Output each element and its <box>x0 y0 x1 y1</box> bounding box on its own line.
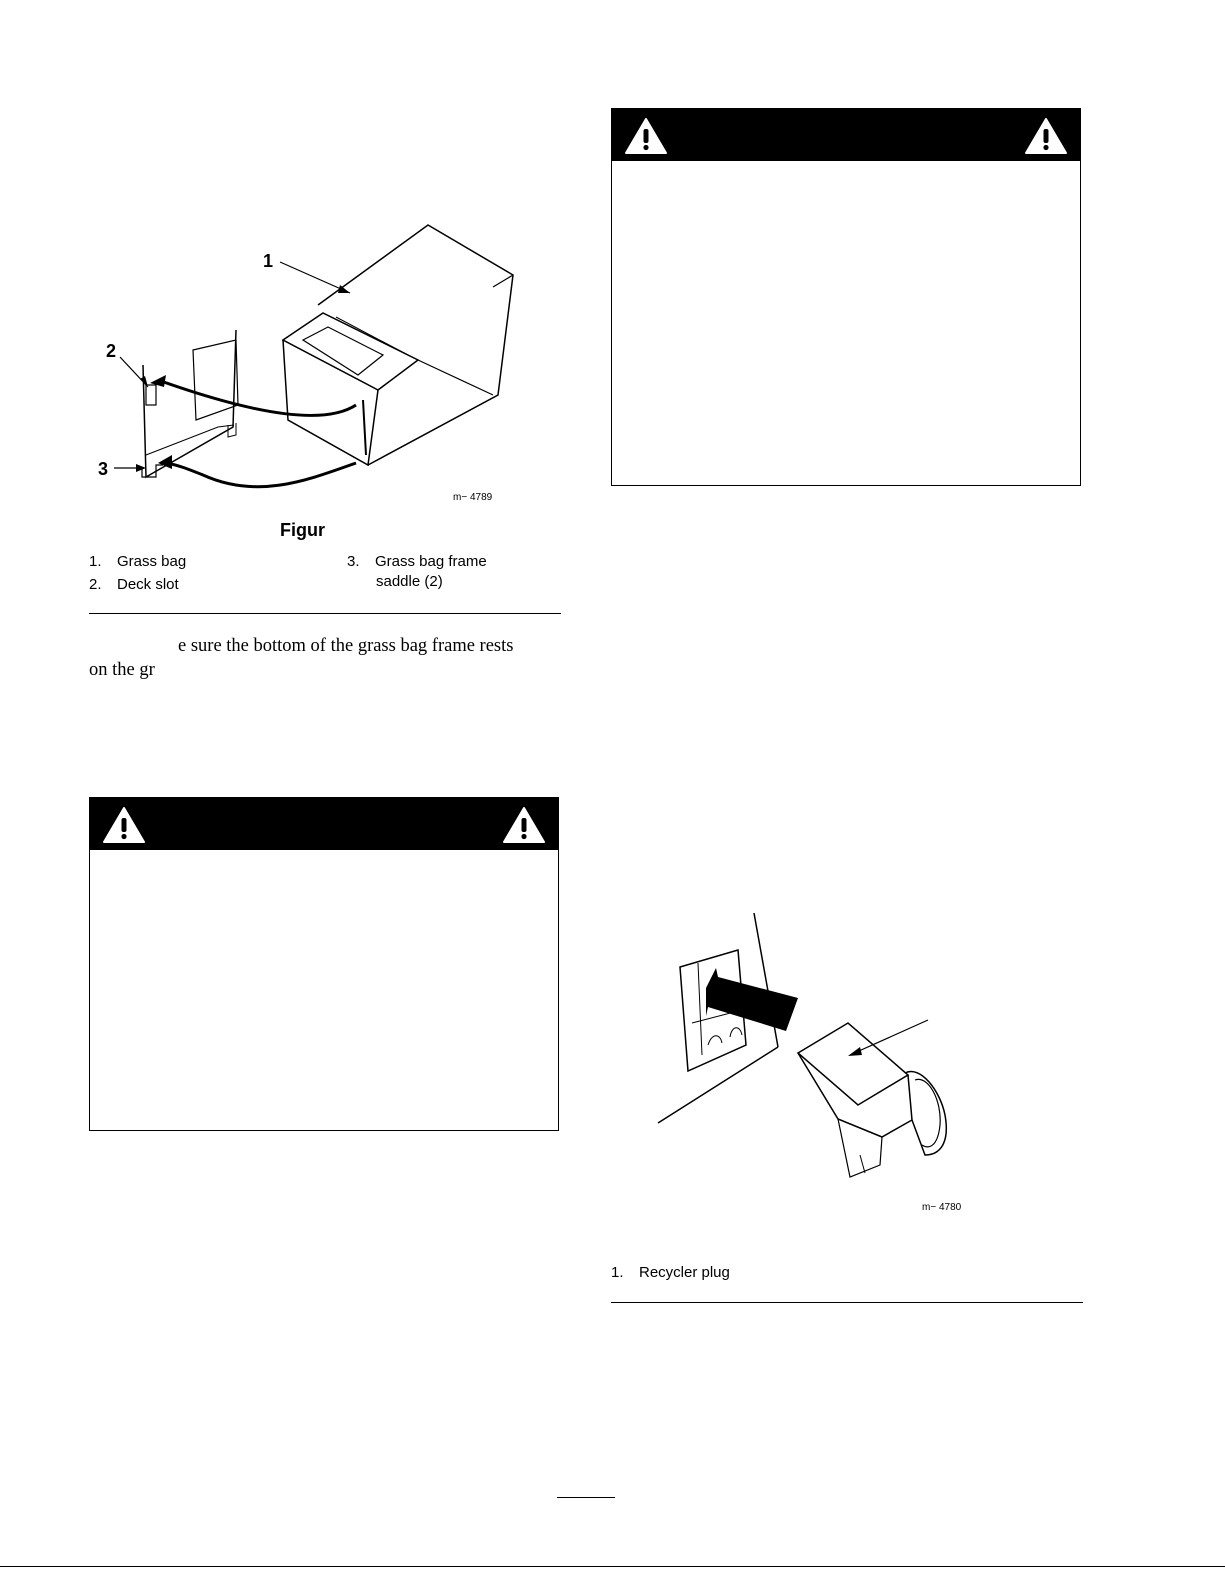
callout-2: 2 <box>106 341 117 361</box>
page-bottom-rule <box>0 1566 1225 1567</box>
callout-3: 3 <box>98 459 109 479</box>
legend-number: 3. <box>347 553 360 570</box>
figure-grass-bag-install <box>88 215 528 515</box>
grass-bag-illustration <box>88 215 528 515</box>
figure-caption: Figur <box>280 520 325 540</box>
body-text-line: e sure the bottom of the grass bag frame rests <box>178 636 514 656</box>
warning-header <box>90 798 558 850</box>
warning-triangle-icon <box>1024 116 1068 156</box>
legend-item <box>347 551 547 591</box>
divider <box>611 1302 1083 1303</box>
divider <box>89 613 561 614</box>
legend-item <box>89 574 179 596</box>
recycler-plug-illustration <box>650 905 980 1215</box>
warning-header <box>612 109 1080 161</box>
page-number-rule <box>557 1497 615 1498</box>
warning-triangle-icon <box>624 116 668 156</box>
callout-1: 1 <box>263 251 274 271</box>
legend-number: 1. <box>89 553 102 570</box>
warning-box <box>89 797 559 1131</box>
figure-recycler-plug <box>650 905 980 1215</box>
legend-text: Deck slot <box>117 576 179 593</box>
warning-triangle-icon <box>502 805 546 845</box>
legend-number: 1. <box>611 1264 624 1281</box>
body-text-line: on the gr <box>89 660 155 680</box>
figure-code: m− 4780 <box>922 1202 962 1213</box>
figure-code: m− 4789 <box>453 492 493 503</box>
legend-text: Grass bag <box>117 553 187 570</box>
legend-text: Grass bag frame <box>375 553 487 570</box>
legend-number: 2. <box>89 576 102 593</box>
legend-item <box>89 551 186 573</box>
warning-box <box>611 108 1081 486</box>
legend-text: Recycler plug <box>639 1264 730 1281</box>
warning-triangle-icon <box>102 805 146 845</box>
legend-text-continued: saddle (2) <box>376 573 443 590</box>
legend-item <box>611 1262 730 1284</box>
